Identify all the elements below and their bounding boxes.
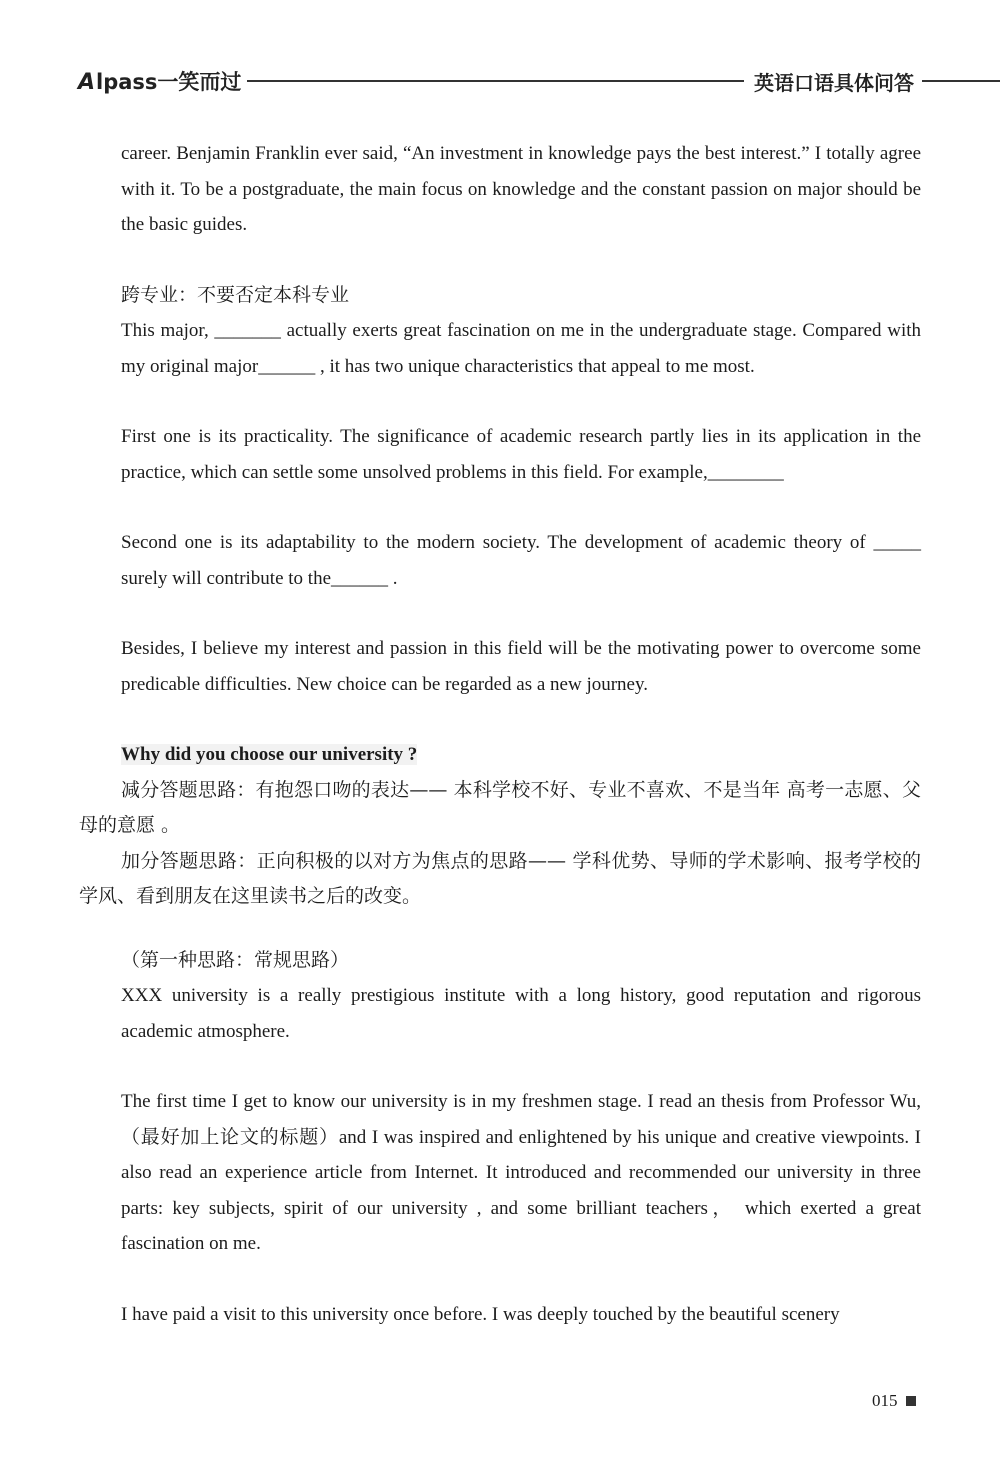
paragraph-gap (121, 243, 921, 278)
paragraph-gap (121, 384, 921, 419)
paragraph-adaptability: Second one is its adaptability to the modern society. The development of academic theory of _____ surely will contribute to the______ . (121, 532, 921, 589)
paragraph-this-major: This major, _______ actually exerts great fascination on me in the undergraduate stage. Compared with my original major______ , it has two unique characteristics that appeal to me most. (121, 320, 921, 377)
header-rule-left (247, 80, 744, 82)
question-heading (121, 737, 921, 773)
paragraph-gap (121, 915, 921, 943)
cross-major-heading: 跨专业：不要否定本科专业 (121, 283, 350, 306)
plus-points-tip: 加分答题思路：正向积极的以对方为焦点的思路—— 学科优势、导师的学术影响、报考学校的学风、看到朋友在这里读书之后的改变。 (79, 849, 921, 907)
page-header (78, 64, 1000, 98)
paragraph-practicality: First one is its practicality. The significance of academic research partly lies in its application in the practice, which can settle some unsolved problems in this field. For example,________ (121, 426, 921, 483)
section-title: 英语口语具体问答 (754, 70, 914, 95)
paragraph-gap (121, 490, 921, 525)
page-number: 015 (872, 1391, 898, 1410)
header-rule-right (922, 80, 1000, 82)
paragraph-gap (121, 702, 921, 737)
paragraph-gap (121, 596, 921, 631)
minus-points-tip: 减分答题思路：有抱怨口吻的表达—— 本科学校不好、专业不喜欢、不是当年 高考一志愿、父母的意愿 。 (79, 778, 921, 836)
logo-text: lpass一笑而过 (96, 70, 242, 94)
paragraph-franklin: career. Benjamin Franklin ever said, “An investment in knowledge pays the best interest.” I totally agree with it. To be a postgraduate, the main focus on knowledge and the constant passion on major should be the basic guides. (121, 143, 921, 235)
brand-logo (78, 66, 241, 96)
paragraph-first-time: The first time I get to know our university is in my freshmen stage. I read an thesis from Professor Wu, （最好加上论文的标题）and I was inspired and enlightened by his unique and creative viewpoints. I also read an experience article from Internet. It introduced and recommended our university in three parts: key subjects, spirit of our university , and some brilliant teachers， which exerted a great fascination on me. (121, 1091, 921, 1254)
approach-one-label: （第一种思路：常规思路） (121, 948, 350, 971)
page-footer (872, 1391, 916, 1411)
paragraph-visit: I have paid a visit to this university once before. I was deeply touched by the beautiful scenery (121, 1303, 840, 1325)
page-body (79, 136, 921, 1332)
question-text: Why did you choose our university ? (121, 744, 418, 765)
logo-mark: A (78, 70, 96, 95)
paragraph-prestigious: XXX university is a really prestigious institute with a long history, good reputation and rigorous academic atmosphere. (121, 985, 921, 1042)
paragraph-besides: Besides, I believe my interest and passion in this field will be the motivating power to overcome some predicable difficulties. New choice can be regarded as a new journey. (121, 638, 921, 695)
page-marker-square (906, 1396, 916, 1406)
paragraph-gap (121, 1262, 921, 1297)
paragraph-gap (121, 1049, 921, 1084)
